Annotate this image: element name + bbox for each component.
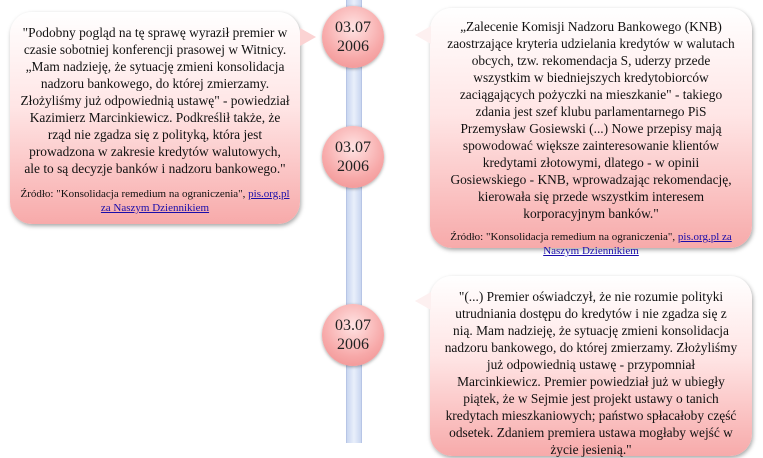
source-prefix: Źródło: "Konsolidacja remedium na ograniczenia", <box>20 188 249 200</box>
card-3-pointer <box>415 292 431 310</box>
source-prefix: Źródło: "Konsolidacja remedium na ograniczenia", <box>450 231 678 243</box>
quote-card-2 <box>430 8 752 257</box>
quote-text: "Podobny pogląd na tę sprawę wyraził premier w czasie sobotniej konferencji prasowej w Witnicy. „Mam nadzieję, że sytuację zmieni konsolidacja nadzoru bankowego, do której zmierzamy. Złożyliśmy już odpowiednią ustawę" - powiedział Kazimierz Marcinkiewicz. Podkreślił także, że rząd nie zgadza się z polityką, która jest prowadzona w zakresie kredytów walutowych, ale to są decyzje banków i nadzoru bankowego." <box>20 25 290 176</box>
date-day: 03.07 <box>335 317 371 334</box>
quote-card-1 <box>10 12 300 224</box>
card-1-pointer <box>300 28 316 46</box>
date-year: 2006 <box>337 158 369 175</box>
quote-card-3 <box>430 276 752 456</box>
source-line <box>20 187 290 215</box>
date-bubble-2 <box>322 126 384 188</box>
source-line <box>444 230 738 258</box>
blank-area <box>0 236 310 443</box>
date-day: 03.07 <box>335 19 371 36</box>
quote-text: "(...) Premier oświadczył, że nie rozumie polityki utrudniania dostępu do kredytów i nie zgadza się z nią. Mam nadzieję, że sytuację zmieni konsolidacja nadzoru bankowego, do której zmierzamy. Złożyliśmy już odpowiednią ustawę - przypomniał Marcinkiewicz. Premier powiedział już w ubiegły piątek, że w Sejmie jest projekt ustawy o tanich kredytach mieszkaniowych; państwo spłacałoby część odsetek. Zdaniem premiera ustawa mogłaby wejść w życie jesienią." <box>444 289 738 457</box>
date-bubble-3 <box>322 304 384 366</box>
date-year: 2006 <box>337 38 369 55</box>
quote-text: „Zalecenie Komisji Nadzoru Bankowego (KNB) zaostrzające kryteria udzielania kredytów w walutach obcych, tzw. rekomendacja S, uderzy przede wszystkim w biedniejszych kredytobiorców zaciągających pożyczki na mieszkanie" - takiego zdania jest szef klubu parlamentarnego PiS Przemysław Gosiewski (...) Nowe przepisy mają spowodować większe zainteresowanie klientów kredytami złotowymi, dlatego - w opinii Gosiewskiego - KNB, wprowadzając rekomendację, kierowała się przede wszystkim interesem korporacyjnym banków." <box>447 19 735 221</box>
source-link[interactable]: pis.org.pl za Naszym Dziennikiem <box>100 188 290 214</box>
date-year: 2006 <box>337 336 369 353</box>
source-link[interactable]: pis.org.pl za Naszym Dziennikiem <box>543 231 732 257</box>
card-2-pointer <box>415 26 431 44</box>
date-bubble-1 <box>322 6 384 68</box>
date-day: 03.07 <box>335 139 371 156</box>
